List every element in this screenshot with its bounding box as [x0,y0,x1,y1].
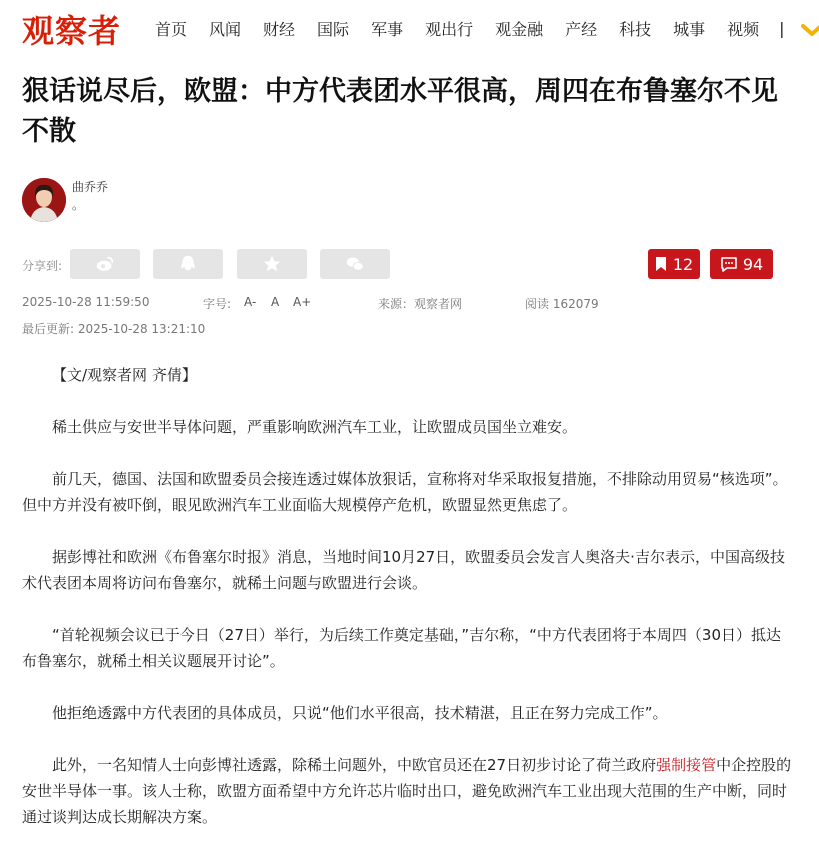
paragraph [22,752,794,830]
paragraph: 【文/观察者网 齐倩】 [52,366,197,384]
nav-separator: | [779,19,785,38]
nav-item-fintech[interactable]: 观金融 [495,20,544,39]
nav-item-tech[interactable]: 科技 [619,20,652,39]
share-qzone-button[interactable] [237,249,307,279]
nav-item-finance[interactable]: 财经 [263,20,296,39]
inline-link[interactable]: 强制接管 [656,756,717,774]
font-size-increase[interactable]: A+ [293,295,312,309]
last-updated: 最后更新: 2025-10-28 13:21:10 [22,322,206,336]
paragraph: 前几天，德国、法国和欧盟委员会接连透过媒体放狠话，宣称将对华采取报复措施，不排除动用贸易“核选项”。但中方并没有被吓倒，眼见欧洲汽车工业面临大规模停产危机，欧盟显然更焦虑了。 [22,470,788,514]
comment-count: 94 [742,254,764,274]
favorite-button[interactable] [648,249,700,279]
font-size-label: 字号: [203,297,232,311]
font-size-decrease[interactable]: A- [244,295,257,309]
favorite-count: 12 [672,254,694,274]
nav-item-international[interactable]: 国际 [317,20,350,39]
nav-item-home[interactable]: 首页 [155,20,188,39]
paragraph-text: 此外，一名知情人士向彭博社透露，除稀土问题外，中欧官员还在27日初步讨论了荷兰政府 [52,756,657,774]
paragraph: “首轮视频会议已于今日（27日）举行，为后续工作奠定基础，”吉尔称，“中方代表团将于本周四（30日）抵达布鲁塞尔，就稀土相关议题展开讨论”。 [22,626,781,670]
paragraph: 稀土供应与安世半导体问题，严重影响欧洲汽车工业，让欧盟成员国坐立难安。 [52,418,578,436]
paragraph: 据彭博社和欧洲《布鲁塞尔时报》消息，当地时间10月27日，欧盟委员会发言人奥洛夫·吉尔表示，中国高级技术代表团本周将访问布鲁塞尔，就稀土问题与欧盟进行会谈。 [22,548,785,592]
nav-item-industry[interactable]: 产经 [565,20,598,39]
site-logo[interactable]: 观察者 [22,12,122,50]
share-label: 分享到: [22,259,63,273]
share-qq-button[interactable] [153,249,223,279]
article-body [22,362,794,830]
share-weibo-button[interactable] [70,249,140,279]
nav-item-city[interactable]: 城事 [673,20,706,39]
wechat-icon [344,253,366,275]
share-wechat-button[interactable] [320,249,390,279]
font-size-normal[interactable]: A [271,295,280,309]
nav-item-military[interactable]: 军事 [371,20,404,39]
read-count: 阅读 162079 [525,297,599,311]
paragraph-text: 中企控股的安世半导体一事。该人士称，欧盟方面希望中方允许芯片临时出口，避免欧洲汽车工业出现大范围的生产中断，同时通过谈判达成长期解决方案。 [22,756,792,826]
publish-time: 2025-10-28 11:59:50 [22,295,150,309]
article-source: 来源：观察者网 [378,297,463,311]
article-title: 狠话说尽后，欧盟：中方代表团水平很高，周四在布鲁塞尔不见不散 [22,76,778,147]
nav-item-fengwen[interactable]: 风闻 [209,20,242,39]
nav-item-video[interactable]: 视频 [727,20,760,39]
site-header [0,0,819,56]
nav-item-travel[interactable]: 观出行 [425,20,474,39]
comment-icon [720,256,738,272]
author-avatar[interactable] [22,178,66,222]
bookmark-icon [655,256,667,272]
author-description: 。 [72,198,85,212]
paragraph: 他拒绝透露中方代表团的具体成员，只说“他们水平很高，技术精湛，且正在努力完成工作”。 [52,704,668,722]
main-nav [155,17,819,40]
star-icon [261,253,283,275]
weibo-icon [94,253,116,275]
comment-button[interactable] [710,249,773,279]
author-name[interactable]: 曲乔乔 [72,180,109,194]
chevron-down-icon[interactable] [801,22,819,36]
qq-icon [177,253,199,275]
